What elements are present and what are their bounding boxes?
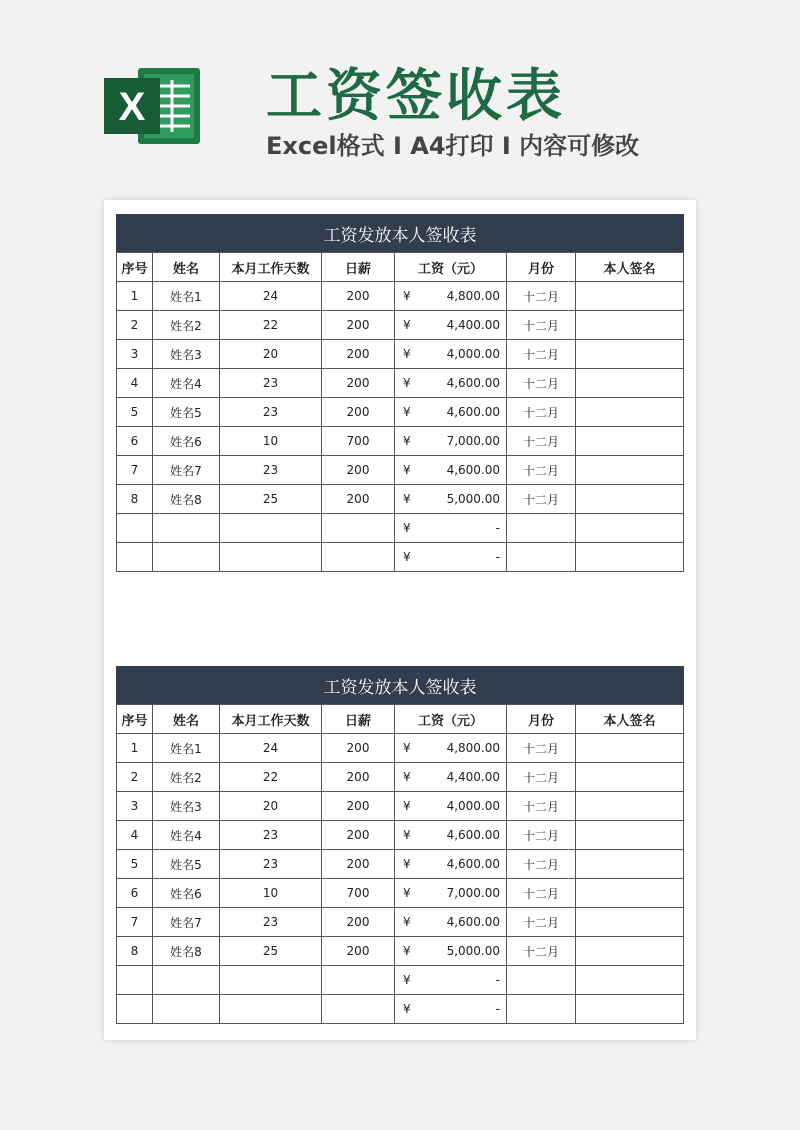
salary-cell xyxy=(395,995,507,1024)
name-cell: 姓名2 xyxy=(153,311,220,340)
payroll-table-1 xyxy=(116,214,684,572)
salary-amount: 4,600.00 xyxy=(446,828,500,842)
page-title: 工资签收表 xyxy=(266,64,566,129)
currency-symbol: ¥ xyxy=(403,741,411,755)
salary-amount: - xyxy=(495,973,500,987)
table-row xyxy=(117,792,684,821)
name-cell: 姓名1 xyxy=(153,282,220,311)
table-title: 工资发放本人签收表 xyxy=(116,214,684,252)
sign-cell xyxy=(576,908,684,937)
days-cell: 24 xyxy=(220,734,322,763)
month-cell: 十二月 xyxy=(507,734,576,763)
salary-cell xyxy=(395,966,507,995)
salary-amount: - xyxy=(495,521,500,535)
days-cell xyxy=(220,995,322,1024)
days-cell: 22 xyxy=(220,311,322,340)
no-cell: 7 xyxy=(117,908,153,937)
sign-cell xyxy=(576,734,684,763)
salary-cell xyxy=(395,543,507,572)
month-cell: 十二月 xyxy=(507,937,576,966)
column-header: 姓名 xyxy=(153,705,220,734)
name-cell: 姓名2 xyxy=(153,763,220,792)
days-cell: 24 xyxy=(220,282,322,311)
name-cell: 姓名1 xyxy=(153,734,220,763)
header-row xyxy=(117,705,684,734)
payroll-table-2 xyxy=(116,666,684,1024)
salary-amount: 4,400.00 xyxy=(446,770,500,784)
column-header: 日薪 xyxy=(322,253,395,282)
salary-cell xyxy=(395,879,507,908)
table-row xyxy=(117,879,684,908)
currency-symbol: ¥ xyxy=(403,492,411,506)
salary-cell xyxy=(395,821,507,850)
month-cell xyxy=(507,966,576,995)
salary-amount: 4,600.00 xyxy=(446,915,500,929)
salary-cell xyxy=(395,398,507,427)
name-cell: 姓名5 xyxy=(153,398,220,427)
name-cell: 姓名3 xyxy=(153,340,220,369)
month-cell xyxy=(507,543,576,572)
name-cell: 姓名3 xyxy=(153,792,220,821)
sign-cell xyxy=(576,879,684,908)
daily-cell: 200 xyxy=(322,369,395,398)
sign-cell xyxy=(576,398,684,427)
salary-cell xyxy=(395,734,507,763)
currency-symbol: ¥ xyxy=(403,318,411,332)
name-cell xyxy=(153,995,220,1024)
daily-cell xyxy=(322,543,395,572)
days-cell: 23 xyxy=(220,850,322,879)
column-header: 工资（元） xyxy=(395,253,507,282)
table-row xyxy=(117,311,684,340)
salary-cell xyxy=(395,792,507,821)
no-cell xyxy=(117,995,153,1024)
table-row xyxy=(117,485,684,514)
table-row xyxy=(117,734,684,763)
salary-amount: 4,800.00 xyxy=(446,741,500,755)
currency-symbol: ¥ xyxy=(403,799,411,813)
days-cell: 25 xyxy=(220,485,322,514)
month-cell: 十二月 xyxy=(507,369,576,398)
daily-cell: 700 xyxy=(322,427,395,456)
no-cell: 3 xyxy=(117,340,153,369)
salary-cell xyxy=(395,763,507,792)
paper-sheet xyxy=(104,200,696,1040)
currency-symbol: ¥ xyxy=(403,1002,411,1016)
column-header: 日薪 xyxy=(322,705,395,734)
month-cell xyxy=(507,514,576,543)
no-cell: 4 xyxy=(117,369,153,398)
currency-symbol: ¥ xyxy=(403,405,411,419)
column-header: 本月工作天数 xyxy=(220,705,322,734)
no-cell xyxy=(117,514,153,543)
daily-cell xyxy=(322,995,395,1024)
currency-symbol: ¥ xyxy=(403,463,411,477)
daily-cell: 700 xyxy=(322,879,395,908)
salary-amount: 4,000.00 xyxy=(446,347,500,361)
month-cell: 十二月 xyxy=(507,879,576,908)
no-cell: 5 xyxy=(117,850,153,879)
daily-cell: 200 xyxy=(322,485,395,514)
table-row xyxy=(117,514,684,543)
days-cell: 23 xyxy=(220,456,322,485)
no-cell: 7 xyxy=(117,456,153,485)
name-cell: 姓名4 xyxy=(153,821,220,850)
no-cell: 2 xyxy=(117,311,153,340)
sign-cell xyxy=(576,282,684,311)
name-cell: 姓名7 xyxy=(153,908,220,937)
salary-cell xyxy=(395,485,507,514)
salary-cell xyxy=(395,514,507,543)
table-row xyxy=(117,850,684,879)
sign-cell xyxy=(576,966,684,995)
no-cell: 8 xyxy=(117,485,153,514)
salary-amount: 4,600.00 xyxy=(446,376,500,390)
days-cell xyxy=(220,543,322,572)
salary-amount: 7,000.00 xyxy=(446,886,500,900)
month-cell: 十二月 xyxy=(507,398,576,427)
table-row xyxy=(117,456,684,485)
salary-cell xyxy=(395,282,507,311)
sign-cell xyxy=(576,763,684,792)
currency-symbol: ¥ xyxy=(403,944,411,958)
no-cell xyxy=(117,966,153,995)
month-cell: 十二月 xyxy=(507,427,576,456)
currency-symbol: ¥ xyxy=(403,434,411,448)
sign-cell xyxy=(576,427,684,456)
month-cell: 十二月 xyxy=(507,792,576,821)
no-cell: 6 xyxy=(117,427,153,456)
sign-cell xyxy=(576,514,684,543)
table-row xyxy=(117,995,684,1024)
header-row xyxy=(117,253,684,282)
sign-cell xyxy=(576,792,684,821)
salary-amount: - xyxy=(495,1002,500,1016)
table-row xyxy=(117,543,684,572)
svg-text:X: X xyxy=(118,85,146,129)
daily-cell xyxy=(322,514,395,543)
month-cell: 十二月 xyxy=(507,282,576,311)
month-cell: 十二月 xyxy=(507,763,576,792)
table-row xyxy=(117,340,684,369)
column-header: 工资（元） xyxy=(395,705,507,734)
table-row xyxy=(117,369,684,398)
currency-symbol: ¥ xyxy=(403,550,411,564)
daily-cell: 200 xyxy=(322,937,395,966)
no-cell: 8 xyxy=(117,937,153,966)
table-row xyxy=(117,908,684,937)
no-cell: 2 xyxy=(117,763,153,792)
salary-cell xyxy=(395,340,507,369)
currency-symbol: ¥ xyxy=(403,828,411,842)
salary-cell xyxy=(395,850,507,879)
sign-cell xyxy=(576,937,684,966)
column-header: 月份 xyxy=(507,705,576,734)
sign-cell xyxy=(576,311,684,340)
daily-cell: 200 xyxy=(322,821,395,850)
salary-amount: 4,600.00 xyxy=(446,405,500,419)
currency-symbol: ¥ xyxy=(403,770,411,784)
daily-cell xyxy=(322,966,395,995)
payroll-grid xyxy=(116,704,684,1024)
column-header: 本人签名 xyxy=(576,253,684,282)
month-cell: 十二月 xyxy=(507,340,576,369)
days-cell: 10 xyxy=(220,427,322,456)
month-cell: 十二月 xyxy=(507,821,576,850)
table-row xyxy=(117,282,684,311)
salary-amount: 4,000.00 xyxy=(446,799,500,813)
column-header: 本月工作天数 xyxy=(220,253,322,282)
daily-cell: 200 xyxy=(322,311,395,340)
currency-symbol: ¥ xyxy=(403,973,411,987)
salary-amount: 7,000.00 xyxy=(446,434,500,448)
no-cell: 5 xyxy=(117,398,153,427)
name-cell xyxy=(153,543,220,572)
name-cell xyxy=(153,966,220,995)
name-cell: 姓名8 xyxy=(153,937,220,966)
column-header: 序号 xyxy=(117,705,153,734)
salary-cell xyxy=(395,937,507,966)
table-title: 工资发放本人签收表 xyxy=(116,666,684,704)
sign-cell xyxy=(576,485,684,514)
table-row xyxy=(117,398,684,427)
daily-cell: 200 xyxy=(322,282,395,311)
daily-cell: 200 xyxy=(322,398,395,427)
name-cell: 姓名6 xyxy=(153,427,220,456)
name-cell: 姓名8 xyxy=(153,485,220,514)
daily-cell: 200 xyxy=(322,908,395,937)
salary-amount: - xyxy=(495,550,500,564)
salary-amount: 4,800.00 xyxy=(446,289,500,303)
table-row xyxy=(117,966,684,995)
salary-cell xyxy=(395,369,507,398)
name-cell: 姓名5 xyxy=(153,850,220,879)
days-cell: 25 xyxy=(220,937,322,966)
salary-cell xyxy=(395,427,507,456)
month-cell: 十二月 xyxy=(507,908,576,937)
days-cell: 20 xyxy=(220,340,322,369)
name-cell: 姓名7 xyxy=(153,456,220,485)
days-cell: 20 xyxy=(220,792,322,821)
daily-cell: 200 xyxy=(322,734,395,763)
page-subtitle: Excel格式 I A4打印 I 内容可修改 xyxy=(266,132,640,160)
no-cell: 1 xyxy=(117,282,153,311)
currency-symbol: ¥ xyxy=(403,915,411,929)
days-cell: 23 xyxy=(220,398,322,427)
table-row xyxy=(117,937,684,966)
no-cell: 3 xyxy=(117,792,153,821)
name-cell: 姓名4 xyxy=(153,369,220,398)
month-cell: 十二月 xyxy=(507,456,576,485)
daily-cell: 200 xyxy=(322,763,395,792)
no-cell: 6 xyxy=(117,879,153,908)
payroll-grid xyxy=(116,252,684,572)
currency-symbol: ¥ xyxy=(403,521,411,535)
days-cell: 22 xyxy=(220,763,322,792)
no-cell: 4 xyxy=(117,821,153,850)
month-cell: 十二月 xyxy=(507,485,576,514)
daily-cell: 200 xyxy=(322,792,395,821)
table-row xyxy=(117,427,684,456)
sign-cell xyxy=(576,456,684,485)
no-cell xyxy=(117,543,153,572)
days-cell: 10 xyxy=(220,879,322,908)
daily-cell: 200 xyxy=(322,456,395,485)
currency-symbol: ¥ xyxy=(403,857,411,871)
no-cell: 1 xyxy=(117,734,153,763)
salary-amount: 5,000.00 xyxy=(446,492,500,506)
month-cell xyxy=(507,995,576,1024)
column-header: 姓名 xyxy=(153,253,220,282)
salary-cell xyxy=(395,311,507,340)
month-cell: 十二月 xyxy=(507,311,576,340)
currency-symbol: ¥ xyxy=(403,886,411,900)
excel-logo-icon xyxy=(104,60,202,152)
month-cell: 十二月 xyxy=(507,850,576,879)
sign-cell xyxy=(576,821,684,850)
table-row xyxy=(117,763,684,792)
currency-symbol: ¥ xyxy=(403,289,411,303)
currency-symbol: ¥ xyxy=(403,347,411,361)
days-cell xyxy=(220,966,322,995)
salary-amount: 4,600.00 xyxy=(446,857,500,871)
sign-cell xyxy=(576,543,684,572)
daily-cell: 200 xyxy=(322,850,395,879)
column-header: 月份 xyxy=(507,253,576,282)
days-cell xyxy=(220,514,322,543)
table-row xyxy=(117,821,684,850)
salary-amount: 4,400.00 xyxy=(446,318,500,332)
sign-cell xyxy=(576,850,684,879)
days-cell: 23 xyxy=(220,821,322,850)
salary-cell xyxy=(395,908,507,937)
column-header: 本人签名 xyxy=(576,705,684,734)
sign-cell xyxy=(576,340,684,369)
daily-cell: 200 xyxy=(322,340,395,369)
column-header: 序号 xyxy=(117,253,153,282)
salary-amount: 5,000.00 xyxy=(446,944,500,958)
name-cell xyxy=(153,514,220,543)
sign-cell xyxy=(576,369,684,398)
name-cell: 姓名6 xyxy=(153,879,220,908)
days-cell: 23 xyxy=(220,908,322,937)
salary-cell xyxy=(395,456,507,485)
sign-cell xyxy=(576,995,684,1024)
days-cell: 23 xyxy=(220,369,322,398)
salary-amount: 4,600.00 xyxy=(446,463,500,477)
currency-symbol: ¥ xyxy=(403,376,411,390)
